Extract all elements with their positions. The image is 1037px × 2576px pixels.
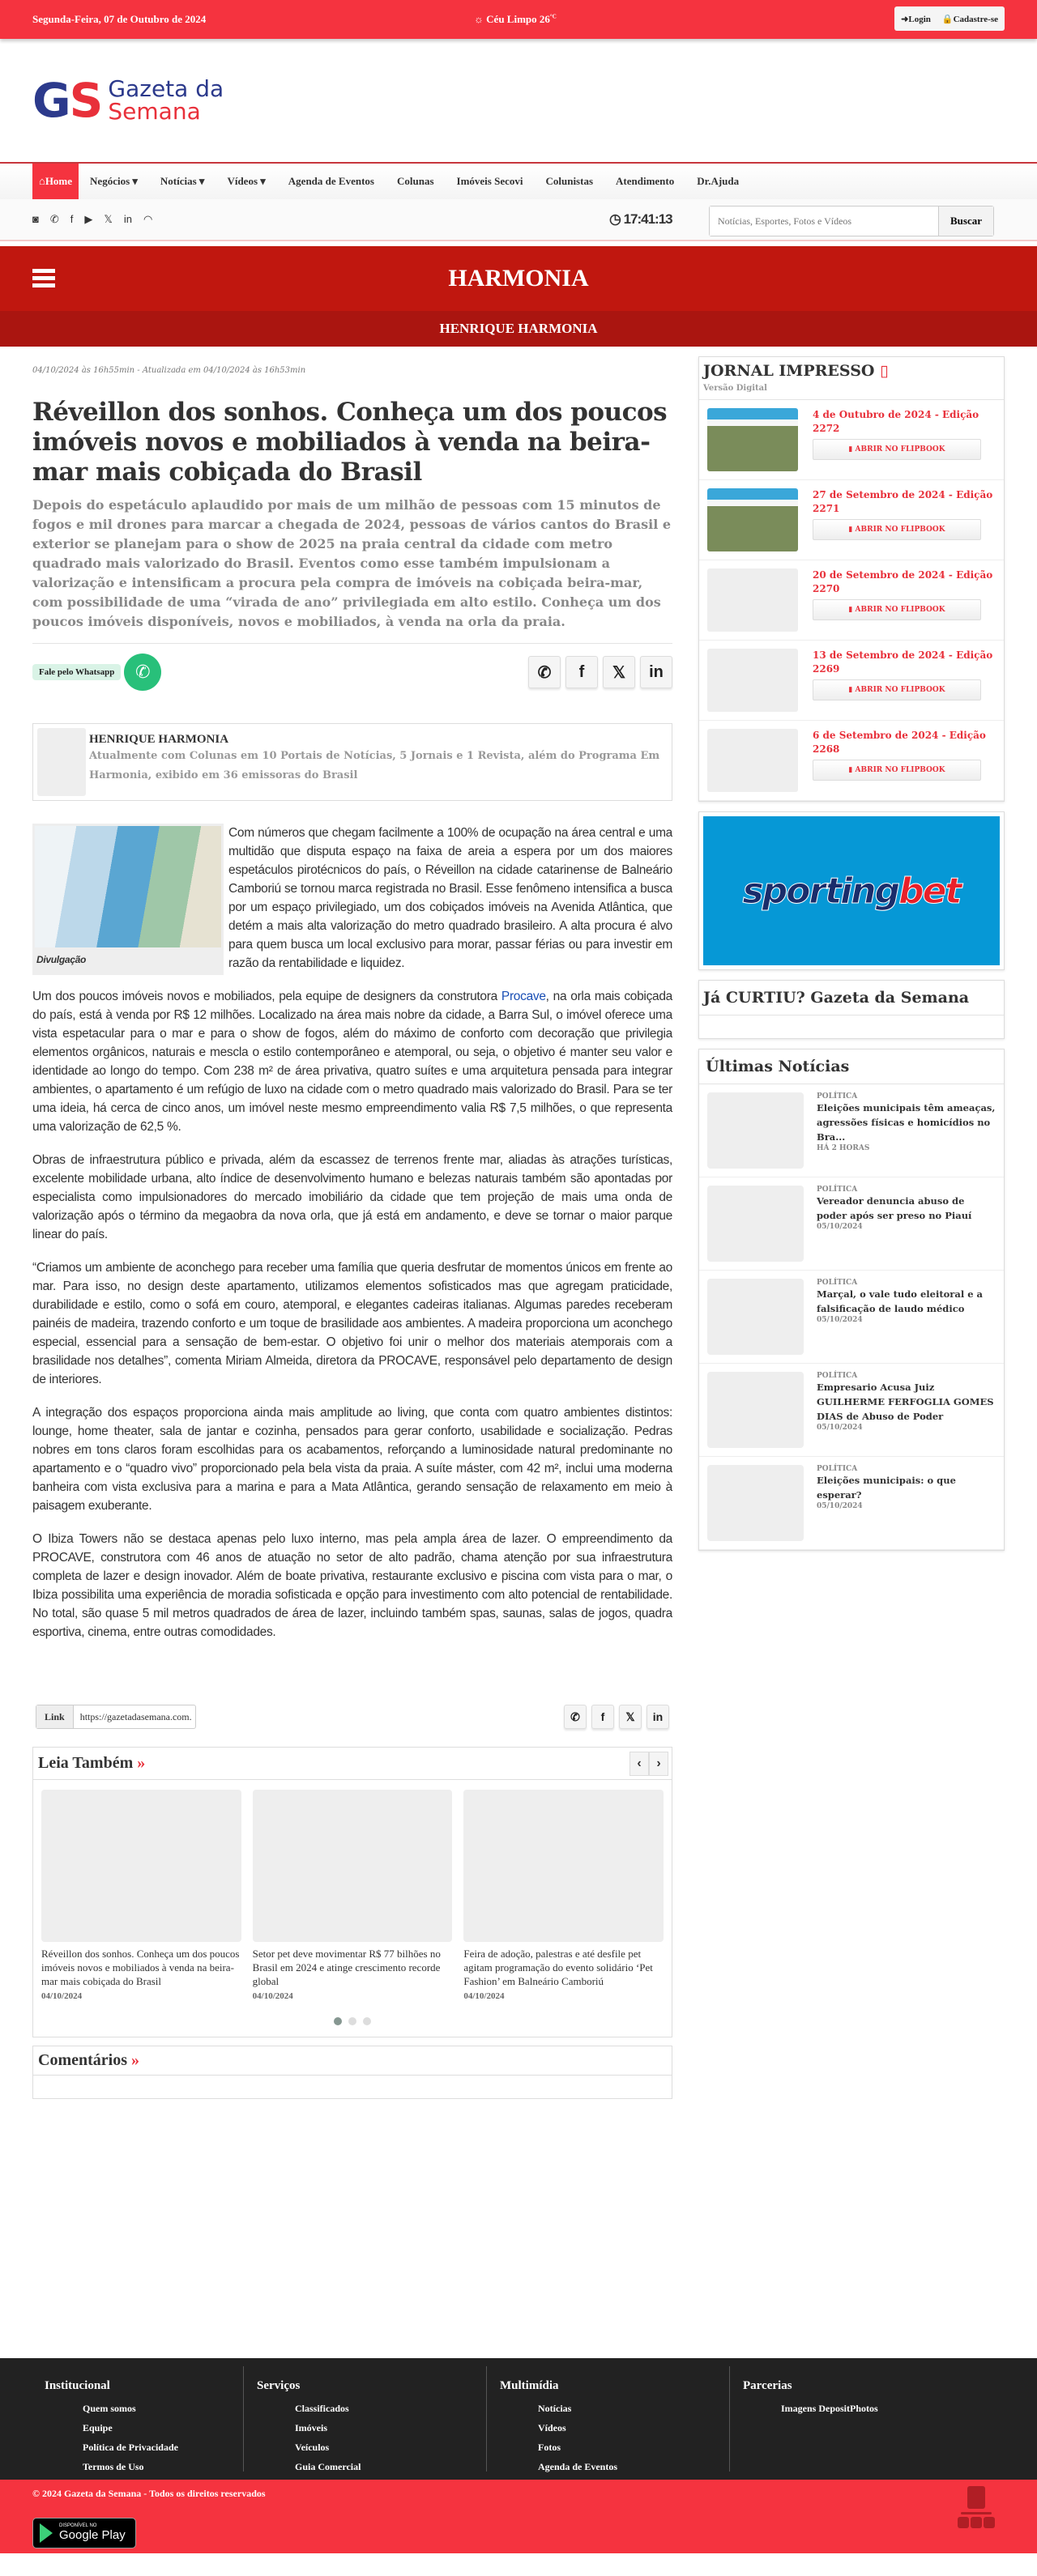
open-flipbook-button[interactable]: ▮ ABRIR NO FLIPBOOK	[813, 760, 981, 781]
file-icon: ▮	[848, 526, 853, 534]
facebook-icon[interactable]: f	[70, 213, 74, 225]
search-button[interactable]: Buscar	[938, 207, 993, 236]
footer-link[interactable]: Imagens DepositPhotos	[781, 2403, 878, 2414]
related-articles: Leia Também » ‹ › Réveillon dos sonhos. Conheça um dos poucos imóveis novos e mobiliados à venda na beira-mar mais cobiçada do Brasil 04/10/2024 Setor pet deve movimentar R$ 77 bilhões no Brasil em 2024 e atinge crescimento recorde global 04/10/2024 Feira de adoção, palestras e até desfile pet agitam programação do evento solidário ‘Pet Fashion’ em Balneário Camboriú 04/10/2024	[32, 1747, 672, 2037]
section-subtitle[interactable]: HENRIQUE HARMONIA	[0, 311, 1037, 347]
lock-icon: 🔒	[941, 14, 954, 24]
latest-news: Últimas Notícias POLÍTICA Eleições municipais têm ameaças, agressões físicas e homicídios no Bra... HÁ 2 HORAS POLÍTICA Vereador denuncia abuso de poder após ser preso no Piauí 05/10/2024 POLÍTICA Marçal, o vale tudo eleitoral e a falsificação de laudo médico 05/10/2024 POLÍTICA Empresario Acusa Juiz GUILHERME FERFOGLIA GOMES DIAS de Abuso de Poder 05/10/2024 POLÍTICA Eleições municipais: o que esperar? 05/10/2024	[698, 1049, 1005, 1551]
nav-colunas[interactable]: Colunas	[396, 175, 434, 187]
facebook-widget: Já CURTIU? Gazeta da Semana	[698, 980, 1005, 1039]
footer	[0, 2358, 1037, 2553]
share-linkedin-icon[interactable]: in	[647, 1705, 669, 1729]
linkedin-icon[interactable]: in	[123, 213, 132, 225]
procave-link[interactable]: Procave	[501, 990, 546, 1003]
edition-item: 27 de Setembro de 2024 - Edição 2271 ▮ ABRIR NO FLIPBOOK	[699, 480, 1004, 560]
edition-cover[interactable]	[707, 408, 798, 471]
section-header	[0, 246, 1037, 311]
article-meta: 04/10/2024 às 16h55min - Atualizada em 04/10/2024 às 16h53min	[32, 366, 306, 375]
auth-buttons	[894, 6, 1005, 31]
article-image	[32, 824, 224, 975]
open-flipbook-button[interactable]: ▮ ABRIR NO FLIPBOOK	[813, 439, 981, 460]
nav-videos[interactable]: Vídeos ▾	[227, 175, 266, 187]
clock: ◷ 17:41:13	[609, 211, 672, 227]
menu-icon[interactable]	[32, 269, 55, 291]
footer-link[interactable]: Guia Comercial	[295, 2461, 361, 2472]
share-whatsapp-icon[interactable]: ✆	[528, 656, 561, 688]
footer-link[interactable]: Agenda de Eventos	[538, 2461, 618, 2472]
site-logo[interactable]: GS Gazeta da Semana	[32, 73, 224, 128]
related-card[interactable]: Setor pet deve movimentar R$ 77 bilhões no Brasil em 2024 e atinge crescimento recorde global 04/10/2024	[253, 1790, 453, 2001]
article-title: Réveillon dos sonhos. Conheça um dos poucos imóveis novos e mobiliados à venda na beira-mar mais cobiçada do Brasil	[32, 398, 668, 487]
file-icon: ▮	[848, 686, 853, 694]
footer-column: Institucional Quem somos Equipe Política de Privacidade Termos de Uso	[0, 2366, 243, 2472]
author-box	[32, 723, 672, 801]
rss-icon[interactable]: ◠	[143, 213, 153, 225]
footer-link[interactable]: Vídeos	[538, 2422, 566, 2433]
main-nav	[0, 162, 1037, 199]
mobile-icon: ▯	[880, 362, 889, 380]
current-date: Segunda-Feira, 07 de Outubro de 2024	[32, 13, 207, 25]
nav-drajuda[interactable]: Dr.Ajuda	[697, 175, 740, 187]
next-arrow-icon[interactable]: ›	[649, 1752, 668, 1776]
section-title: HARMONIA	[448, 265, 589, 292]
whatsapp-icon[interactable]: ✆	[49, 213, 59, 225]
copyright: © 2024 Gazeta da Semana - Todos os direitos reservados	[32, 2488, 266, 2499]
share-linkedin-icon[interactable]: in	[640, 656, 672, 688]
file-icon: ▮	[848, 766, 853, 774]
footer-link[interactable]: Imóveis	[295, 2422, 327, 2433]
nav-agenda[interactable]: Agenda de Eventos	[288, 175, 374, 187]
back-to-top-icon[interactable]	[953, 2486, 998, 2528]
sidebar	[698, 347, 1005, 2099]
edition-cover[interactable]	[707, 729, 798, 792]
footer-link[interactable]: Equipe	[83, 2422, 113, 2433]
article-lead: Depois do espetáculo aplaudido por mais de um milhão de pessoas com 15 minutos de fogos e mil drones para marcar a chegada de 2024, pessoas de vários cantos do Brasil e exterior se planejam para o show de 2025 na praia central da cidade com metro quadrado mais valorizado do Brasil. Eventos como esse também impulsionam a valorização e intensificam a procura pela compra de imóveis na cobiçada beira-mar, com possibilidade de uma “virada de ano” privilegiada em alto estilo. Conheça um dos poucos imóveis disponíveis, novos e mobiliados, à venda na orla da praia.	[32, 496, 672, 644]
top-bar	[0, 0, 1037, 39]
footer-link[interactable]: Política de Privacidade	[83, 2442, 178, 2453]
youtube-icon[interactable]: ▶	[84, 213, 93, 225]
footer-link[interactable]: Veículos	[295, 2442, 330, 2453]
social-links	[32, 213, 152, 226]
whatsapp-chat-button[interactable]: Fale pelo Whatsapp ✆	[32, 654, 161, 691]
share-buttons	[32, 654, 672, 691]
search-input[interactable]	[710, 207, 938, 236]
carousel-dots[interactable]	[33, 2001, 672, 2037]
share-whatsapp-icon[interactable]: ✆	[564, 1705, 587, 1729]
jornal-impresso: JORNAL IMPRESSO ▯ Versão Digital 4 de Outubro de 2024 - Edição 2272 ▮ ABRIR NO FLIPBOOK 27 de Setembro de 2024 - Edição 2271 ▮ ABRIR NO FLIPBOOK 20 de Setembro de 2024 - Edição 2270 ▮ ABRIR NO FLIPBOOK 13 de Setembro de 2024 - Edição 2269 ▮ ABRIR NO FLIPBOOK 6 de Setembro de 2024 - Edição 2268 ▮ ABRIR NO FLIPBOOK	[698, 356, 1005, 802]
nav-noticias[interactable]: Notícias ▾	[160, 175, 205, 187]
footer-link[interactable]: Termos de Uso	[83, 2461, 144, 2472]
logo-mark: GS	[32, 73, 102, 128]
edition-item: 6 de Setembro de 2024 - Edição 2268 ▮ ABRIR NO FLIPBOOK	[699, 721, 1004, 801]
open-flipbook-button[interactable]: ▮ ABRIR NO FLIPBOOK	[813, 599, 981, 620]
footer-column: Serviços Classificados Imóveis Veículos Guia Comercial	[243, 2366, 486, 2472]
prev-arrow-icon[interactable]: ‹	[629, 1752, 649, 1776]
share-link-field[interactable]: Link https://gazetadasemana.com.	[36, 1705, 196, 1729]
ad-banner[interactable]: sporting bet	[698, 811, 1005, 970]
edition-item: 20 de Setembro de 2024 - Edição 2270 ▮ ABRIR NO FLIPBOOK	[699, 560, 1004, 641]
file-icon: ▮	[848, 606, 853, 614]
author-bio: Atualmente com Colunas em 10 Portais de Notícias, 5 Jornais e 1 Revista, além do Programa Em Harmonia, exibido em 36 emissoras do Brasil	[89, 750, 660, 781]
share-facebook-icon[interactable]: f	[591, 1705, 614, 1729]
share-x-icon[interactable]: 𝕏	[619, 1705, 642, 1729]
news-item[interactable]: POLÍTICA Eleições municipais têm ameaças, agressões físicas e homicídios no Bra... HÁ 2 HORAS	[699, 1084, 1004, 1177]
sun-icon: ☼	[474, 13, 484, 25]
nav-negocios[interactable]: Negócios ▾	[90, 175, 138, 187]
footer-link[interactable]: Notícias	[538, 2403, 572, 2414]
login-button[interactable]: ➜Login	[901, 14, 931, 24]
share-x-icon[interactable]: 𝕏	[603, 656, 635, 688]
image-caption: Divulgação	[36, 954, 87, 965]
instagram-icon[interactable]: ◙	[32, 213, 39, 225]
article-body: Divulgação Com números que chegam facilmente a 100% de ocupação na área central e uma multidão que disputa espaço na faixa de areia a espera por um dos maiores espetáculos pirotécnicos do país, o Réveillon na cidade catarinense de Balneário Camboriú se tornou marca registrada no Brasil. Esse fenômeno intensifica a busca por um espaço privilegiado, um dos cobiçados imóveis na Avenida Atlântica, que detém a mais alta valorização do metro quadrado brasileiro. A alta procura é alvo para quem busca um local exclusivo para morar, passar férias ou para investir em razão da rentabilidade e liquidez. Um dos poucos imóveis novos e mobiliados, pela equipe de designers da construtora Procave, na orla mais cobiçada do país, está à venda por R$ 12 milhões. Localizado na área mais nobre da cidade, a Barra Sul, o imóvel oferece uma vista espetacular para o mar e para o show de fogos, além do máximo de conforto com decoração que privilegia elementos orgânicos, naturais e mescla o estilo contemporâneo e atemporal, ou seja, o objetivo é manter seu valor e identidade ao longo do tempo. Com 238 m² de área privativa, quatro suítes e uma arquitetura pensada para integrar ambientes, o apartamento é um refúgio de luxo na cidade com o metro quadrado mais valorizado do Brasil. Para se ter uma ideia, há cerca de cinco anos, um imóvel neste mesmo empreendimento valia R$ 7,5 milhões, o que representa uma valorização de 62,5 %. Obras de infraestrutura público e privada, além da escassez de terrenos frente mar, aliadas às atrações turísticas, excelente mobilidade urbana, alto índice de desenvolvimento humano e belezas naturais também são apontadas por especialista como impulsionadores do mercado imobiliário da cidade que tem projeção de mais uma onda de valorização após o término da megaobra da nova orla, que já está em andamento, e deve se tornar o maior parque linear do país. “Criamos um ambiente de aconchego para receber uma família que queria desfrutar de momentos únicos em frente ao mar. Para isso, no design deste apartamento, utilizamos elementos sofisticados mas que agregam praticidade, durabilidade e estilo, como o sofá em couro, atemporal, e elegantes cadeiras italianas. Algumas paredes receberam painéis de madeira, trazendo conforto e um toque de brasilidade aos ambientes. A madeira proporciona um aconchego especial, essencial para a sensação de bem-estar. O objetivo foi unir o melhor dos materiais atemporais com a brasilidade nos detalhes”, comenta Miriam Almeida, diretora da PROCAVE, responsável pelo departamento de design de interiores. A integração dos espaços proporciona ainda mais amplitude ao living, que conta com quatro ambientes distintos: lounge, home theater, sala de jantar e cozinha, pensados para gerar conforto, usabilidade e socialização. Pedras nobres em tons claros foram escolhidas para os acabamentos, reforçando a luminosidade natural predominante no apartamento e o “quadro vivo” proporcionado pela bela vista da praia. A suíte máster, com 42 m², inclui uma moderna banheira com vista exclusiva para a marina e para a Mata Atlântica, gerando sensação de relaxamento em meio à paisagem exuberante. O Ibiza Towers não se destaca apenas pelo luxo interno, mas pela ampla área de lazer. O empreendimento da PROCAVE, construtora com 46 anos de atuação no setor de alto padrão, chama atenção por sua infraestrutura completa de lazer e design inovador. Além de boate privativa, restaurante exclusivo e piscina com vista para o mar, o Ibiza possibilita uma experiência de moradia sofisticada e opção para investimento com alto potencial de rentabilidade. No total, são quase 5 mil metros quadrados de área de lazer, incluindo também spas, saunas, salas de jogos, quadra esportiva, cinema, entre outras comodidades.	[32, 824, 672, 1641]
open-flipbook-button[interactable]: ▮ ABRIR NO FLIPBOOK	[813, 519, 981, 540]
whatsapp-icon: ✆	[124, 654, 161, 691]
edition-cover[interactable]	[707, 568, 798, 632]
open-flipbook-button[interactable]: ▮ ABRIR NO FLIPBOOK	[813, 679, 981, 700]
edition-cover[interactable]	[707, 649, 798, 712]
share-facebook-icon[interactable]: f	[565, 656, 598, 688]
search-form	[709, 206, 994, 236]
edition-item: 4 de Outubro de 2024 - Edição 2272 ▮ ABRIR NO FLIPBOOK	[699, 400, 1004, 480]
nav-atendimento[interactable]: Atendimento	[616, 175, 675, 187]
edition-cover[interactable]	[707, 488, 798, 551]
file-icon: ▮	[848, 445, 853, 453]
edition-item: 13 de Setembro de 2024 - Edição 2269 ▮ ABRIR NO FLIPBOOK	[699, 641, 1004, 721]
google-play-badge[interactable]: DISPONÍVEL NO Google Play	[32, 2518, 136, 2548]
footer-column: Multimídia Notícias Vídeos Fotos Agenda de Eventos	[486, 2366, 729, 2472]
nav-imoveis-secovi[interactable]: Imóveis Secovi	[456, 175, 523, 187]
nav-colunistas[interactable]: Colunistas	[545, 175, 594, 187]
comments: Comentários »	[32, 2046, 672, 2099]
footer-column: Parcerias Imagens DepositPhotos	[729, 2366, 972, 2472]
news-item[interactable]: POLÍTICA Vereador denuncia abuso de poder após ser preso no Piauí 05/10/2024	[699, 1177, 1004, 1271]
news-item[interactable]: POLÍTICA Eleições municipais: o que esperar? 05/10/2024	[699, 1457, 1004, 1550]
footer-link[interactable]: Quem somos	[83, 2403, 136, 2414]
footer-link[interactable]: Fotos	[538, 2442, 561, 2453]
signup-button[interactable]: 🔒Cadastre-se	[941, 14, 998, 24]
footer-link[interactable]: Classificados	[295, 2403, 349, 2414]
x-icon[interactable]: 𝕏	[104, 213, 113, 225]
nav-home[interactable]: ⌂ Home	[32, 164, 79, 199]
related-card[interactable]: Feira de adoção, palestras e até desfile pet agitam programação do evento solidário ‘Pet Fashion’ em Balneário Camboriú 04/10/2024	[463, 1790, 664, 2001]
author-avatar	[37, 728, 86, 796]
related-card[interactable]: Réveillon dos sonhos. Conheça um dos poucos imóveis novos e mobiliados à venda na beira-mar mais cobiçada do Brasil 04/10/2024	[41, 1790, 241, 2001]
author-name[interactable]: HENRIQUE HARMONIA	[89, 733, 229, 746]
home-icon: ⌂	[39, 175, 45, 187]
weather: ☼ Céu Limpo $26^{^\circ C}$	[474, 13, 557, 25]
news-item[interactable]: POLÍTICA Empresario Acusa Juiz GUILHERME FERFOGLIA GOMES DIAS de Abuso de Poder 05/10/2024	[699, 1364, 1004, 1457]
utility-bar	[0, 199, 1037, 241]
news-item[interactable]: POLÍTICA Marçal, o vale tudo eleitoral e a falsificação de laudo médico 05/10/2024	[699, 1271, 1004, 1364]
article	[32, 347, 672, 2099]
clock-icon: ◷	[609, 211, 621, 227]
